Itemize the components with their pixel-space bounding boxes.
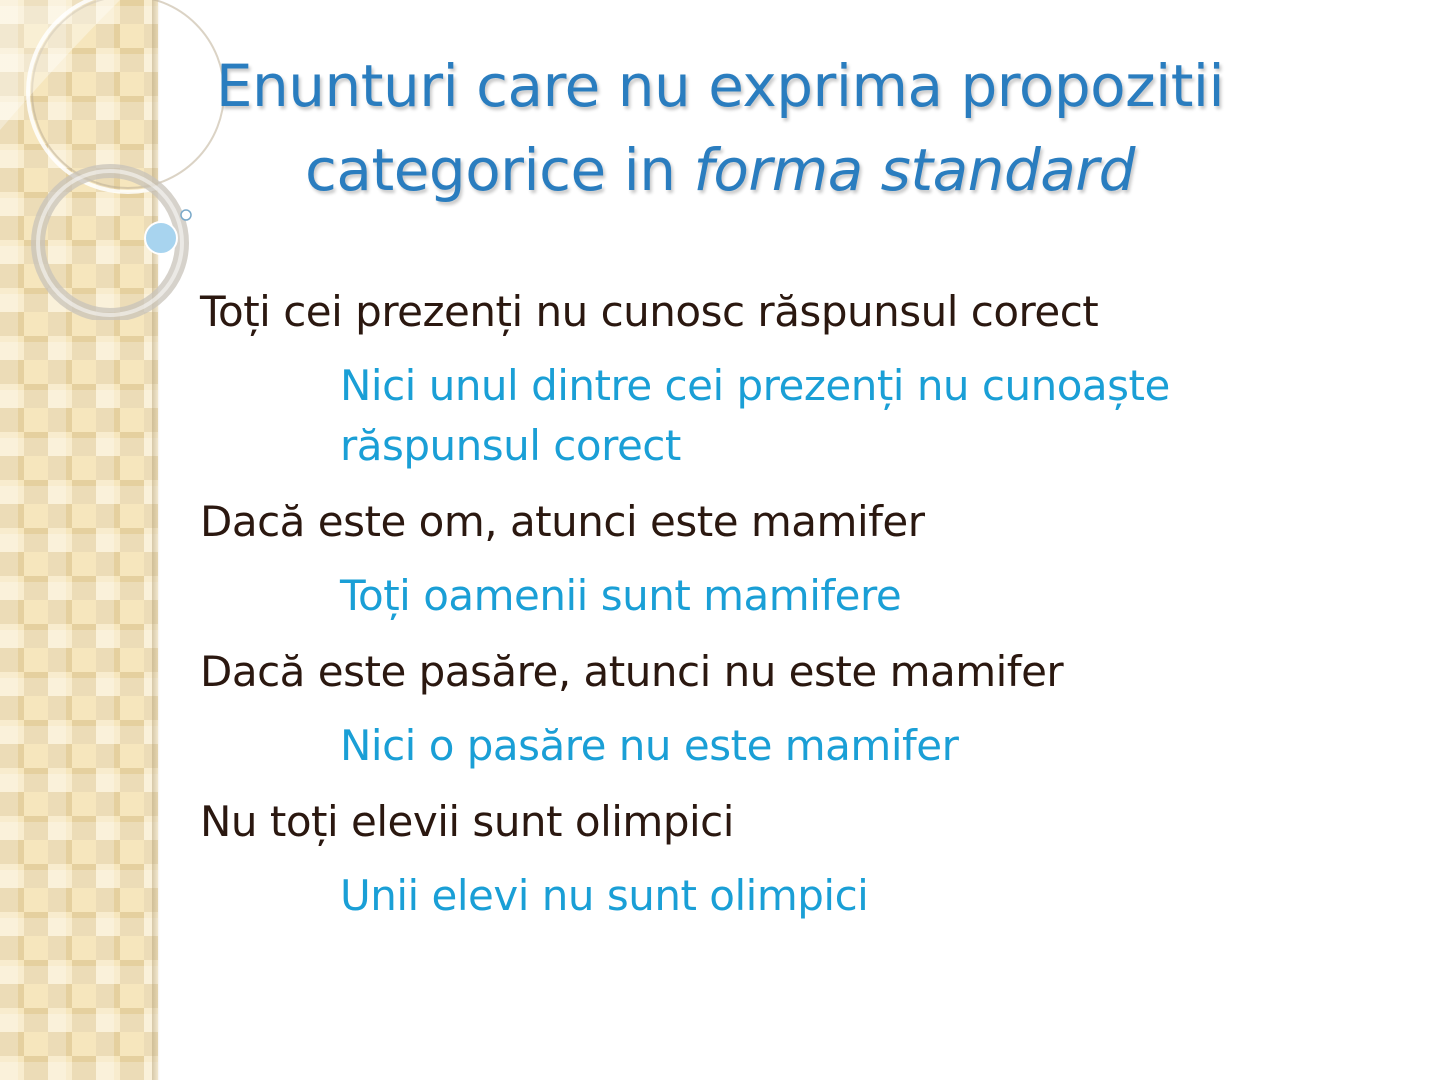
answer-1-line1: Nici unul dintre cei prezenți nu cunoaște bbox=[340, 361, 1170, 410]
slide-title bbox=[170, 44, 1270, 212]
slide-title-line2-italic: forma standard bbox=[693, 136, 1135, 204]
decorative-highlight bbox=[0, 0, 120, 130]
answer-4: Unii elevi nu sunt olimpici bbox=[340, 871, 869, 920]
answer-3: Nici o pasăre nu este mamifer bbox=[340, 721, 959, 770]
statement-1: Toți cei prezenți nu cunosc răspunsul corect bbox=[200, 287, 1099, 336]
slide-title-line2 bbox=[170, 128, 1270, 212]
slide-title-line2-plain: categorice in bbox=[305, 136, 694, 204]
slide-body bbox=[200, 282, 1280, 926]
answer-2: Toți oamenii sunt mamifere bbox=[340, 571, 902, 620]
answer-1-line2: răspunsul corect bbox=[340, 421, 681, 470]
statement-3: Dacă este pasăre, atunci nu este mamifer bbox=[200, 647, 1064, 696]
slide-title-line1: Enunturi care nu exprima propozitii bbox=[215, 52, 1225, 120]
statement-4: Nu toți elevii sunt olimpici bbox=[200, 797, 734, 846]
decorative-bubble-large bbox=[145, 222, 177, 254]
statement-2: Dacă este om, atunci este mamifer bbox=[200, 497, 925, 546]
